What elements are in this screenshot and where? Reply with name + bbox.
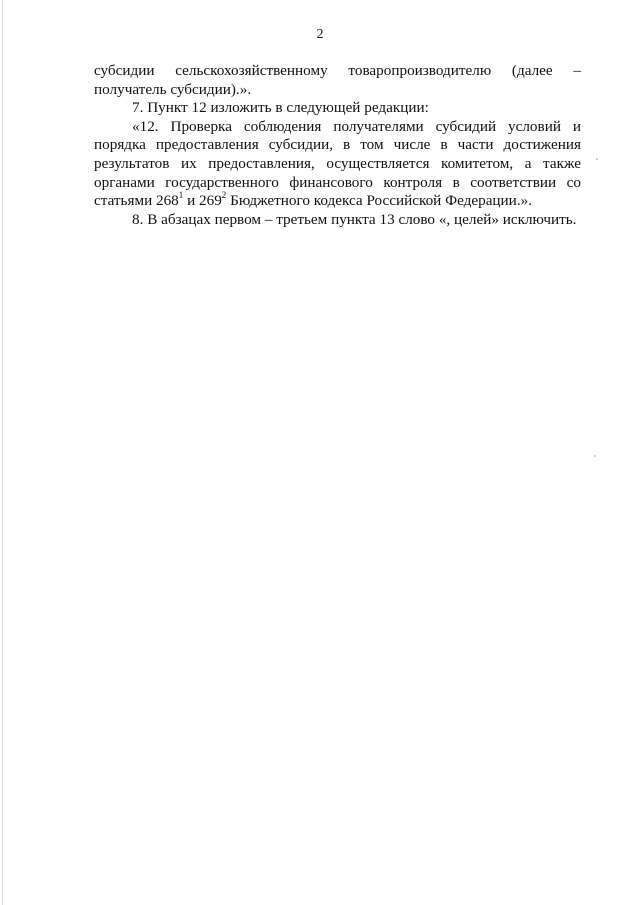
- paragraph-continuation: субсидии сельскохозяйственному товаропроизводителю (далее – получатель субсидии).».: [94, 62, 581, 98]
- paragraph-item-8: 8. В абзацах первом – третьем пункта 13 слово «, целей» исключить.: [132, 210, 577, 228]
- clause-12-text: Бюджетного кодекса Российской Федерации.».: [226, 192, 533, 210]
- page-number: 2: [316, 27, 324, 42]
- paragraph-clause-12: [94, 118, 581, 211]
- superscript: 2: [221, 190, 227, 201]
- paragraph-item-7: 7. Пункт 12 изложить в следующей редакции:: [132, 99, 429, 117]
- scan-speck: [594, 455, 596, 457]
- document-body: [94, 62, 581, 229]
- scan-speck: [596, 158, 598, 160]
- scan-edge: [2, 0, 3, 905]
- clause-12-text: и 269: [183, 192, 222, 210]
- superscript: 1: [178, 190, 184, 201]
- clause-12-text: «12. Проверка соблюдения получателями субсидий условий и порядка предоставления субсидии, в том числе в части достижения результатов их предоставления, осуществляется комитетом, а также органами государственного финансового контроля в соответствии со статьями 268: [94, 117, 581, 210]
